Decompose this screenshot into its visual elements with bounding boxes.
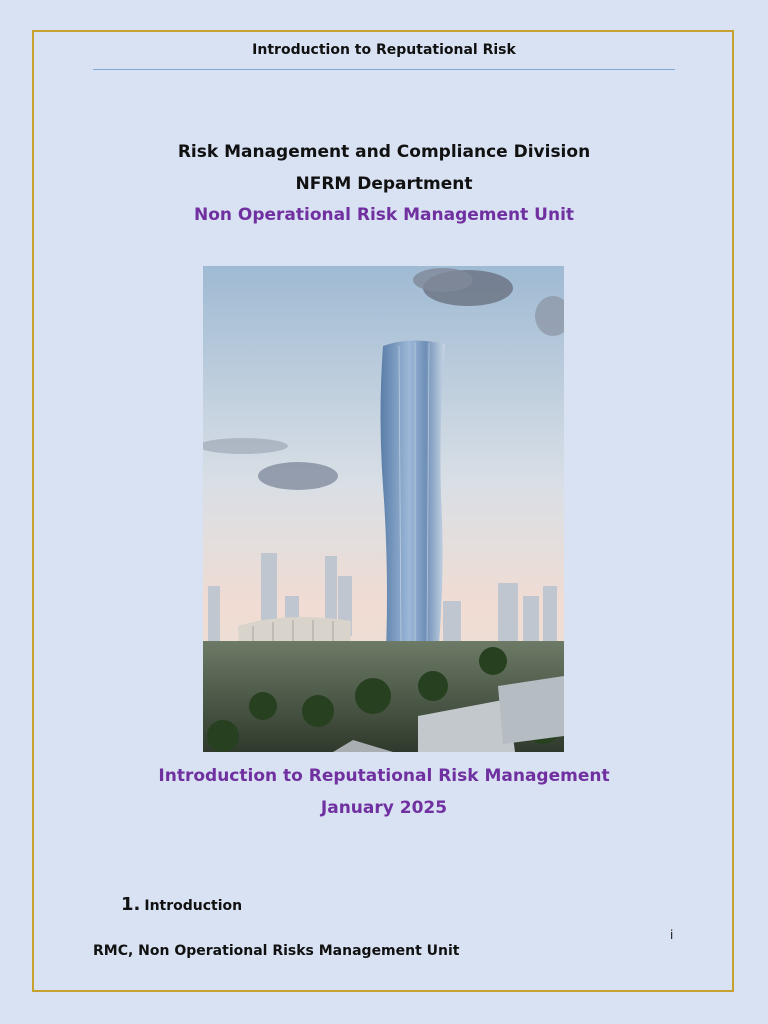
unit-title: Non Operational Risk Management Unit	[193, 205, 575, 225]
footer-text: RMC, Non Operational Risks Management Unit	[93, 943, 460, 959]
document-date: January 2025	[320, 798, 448, 818]
page-number: i	[670, 928, 674, 942]
document-title: Introduction to Reputational Risk Management	[158, 766, 610, 786]
division-title: Risk Management and Compliance Division	[177, 142, 591, 162]
header-rule	[93, 69, 675, 70]
skyscraper-photo	[203, 266, 564, 752]
section-heading	[121, 894, 242, 915]
running-header: Introduction to Reputational Risk	[252, 42, 516, 58]
section-title: Introduction	[144, 898, 243, 914]
section-number: 1.	[121, 894, 141, 915]
department-title: NFRM Department	[295, 174, 473, 194]
